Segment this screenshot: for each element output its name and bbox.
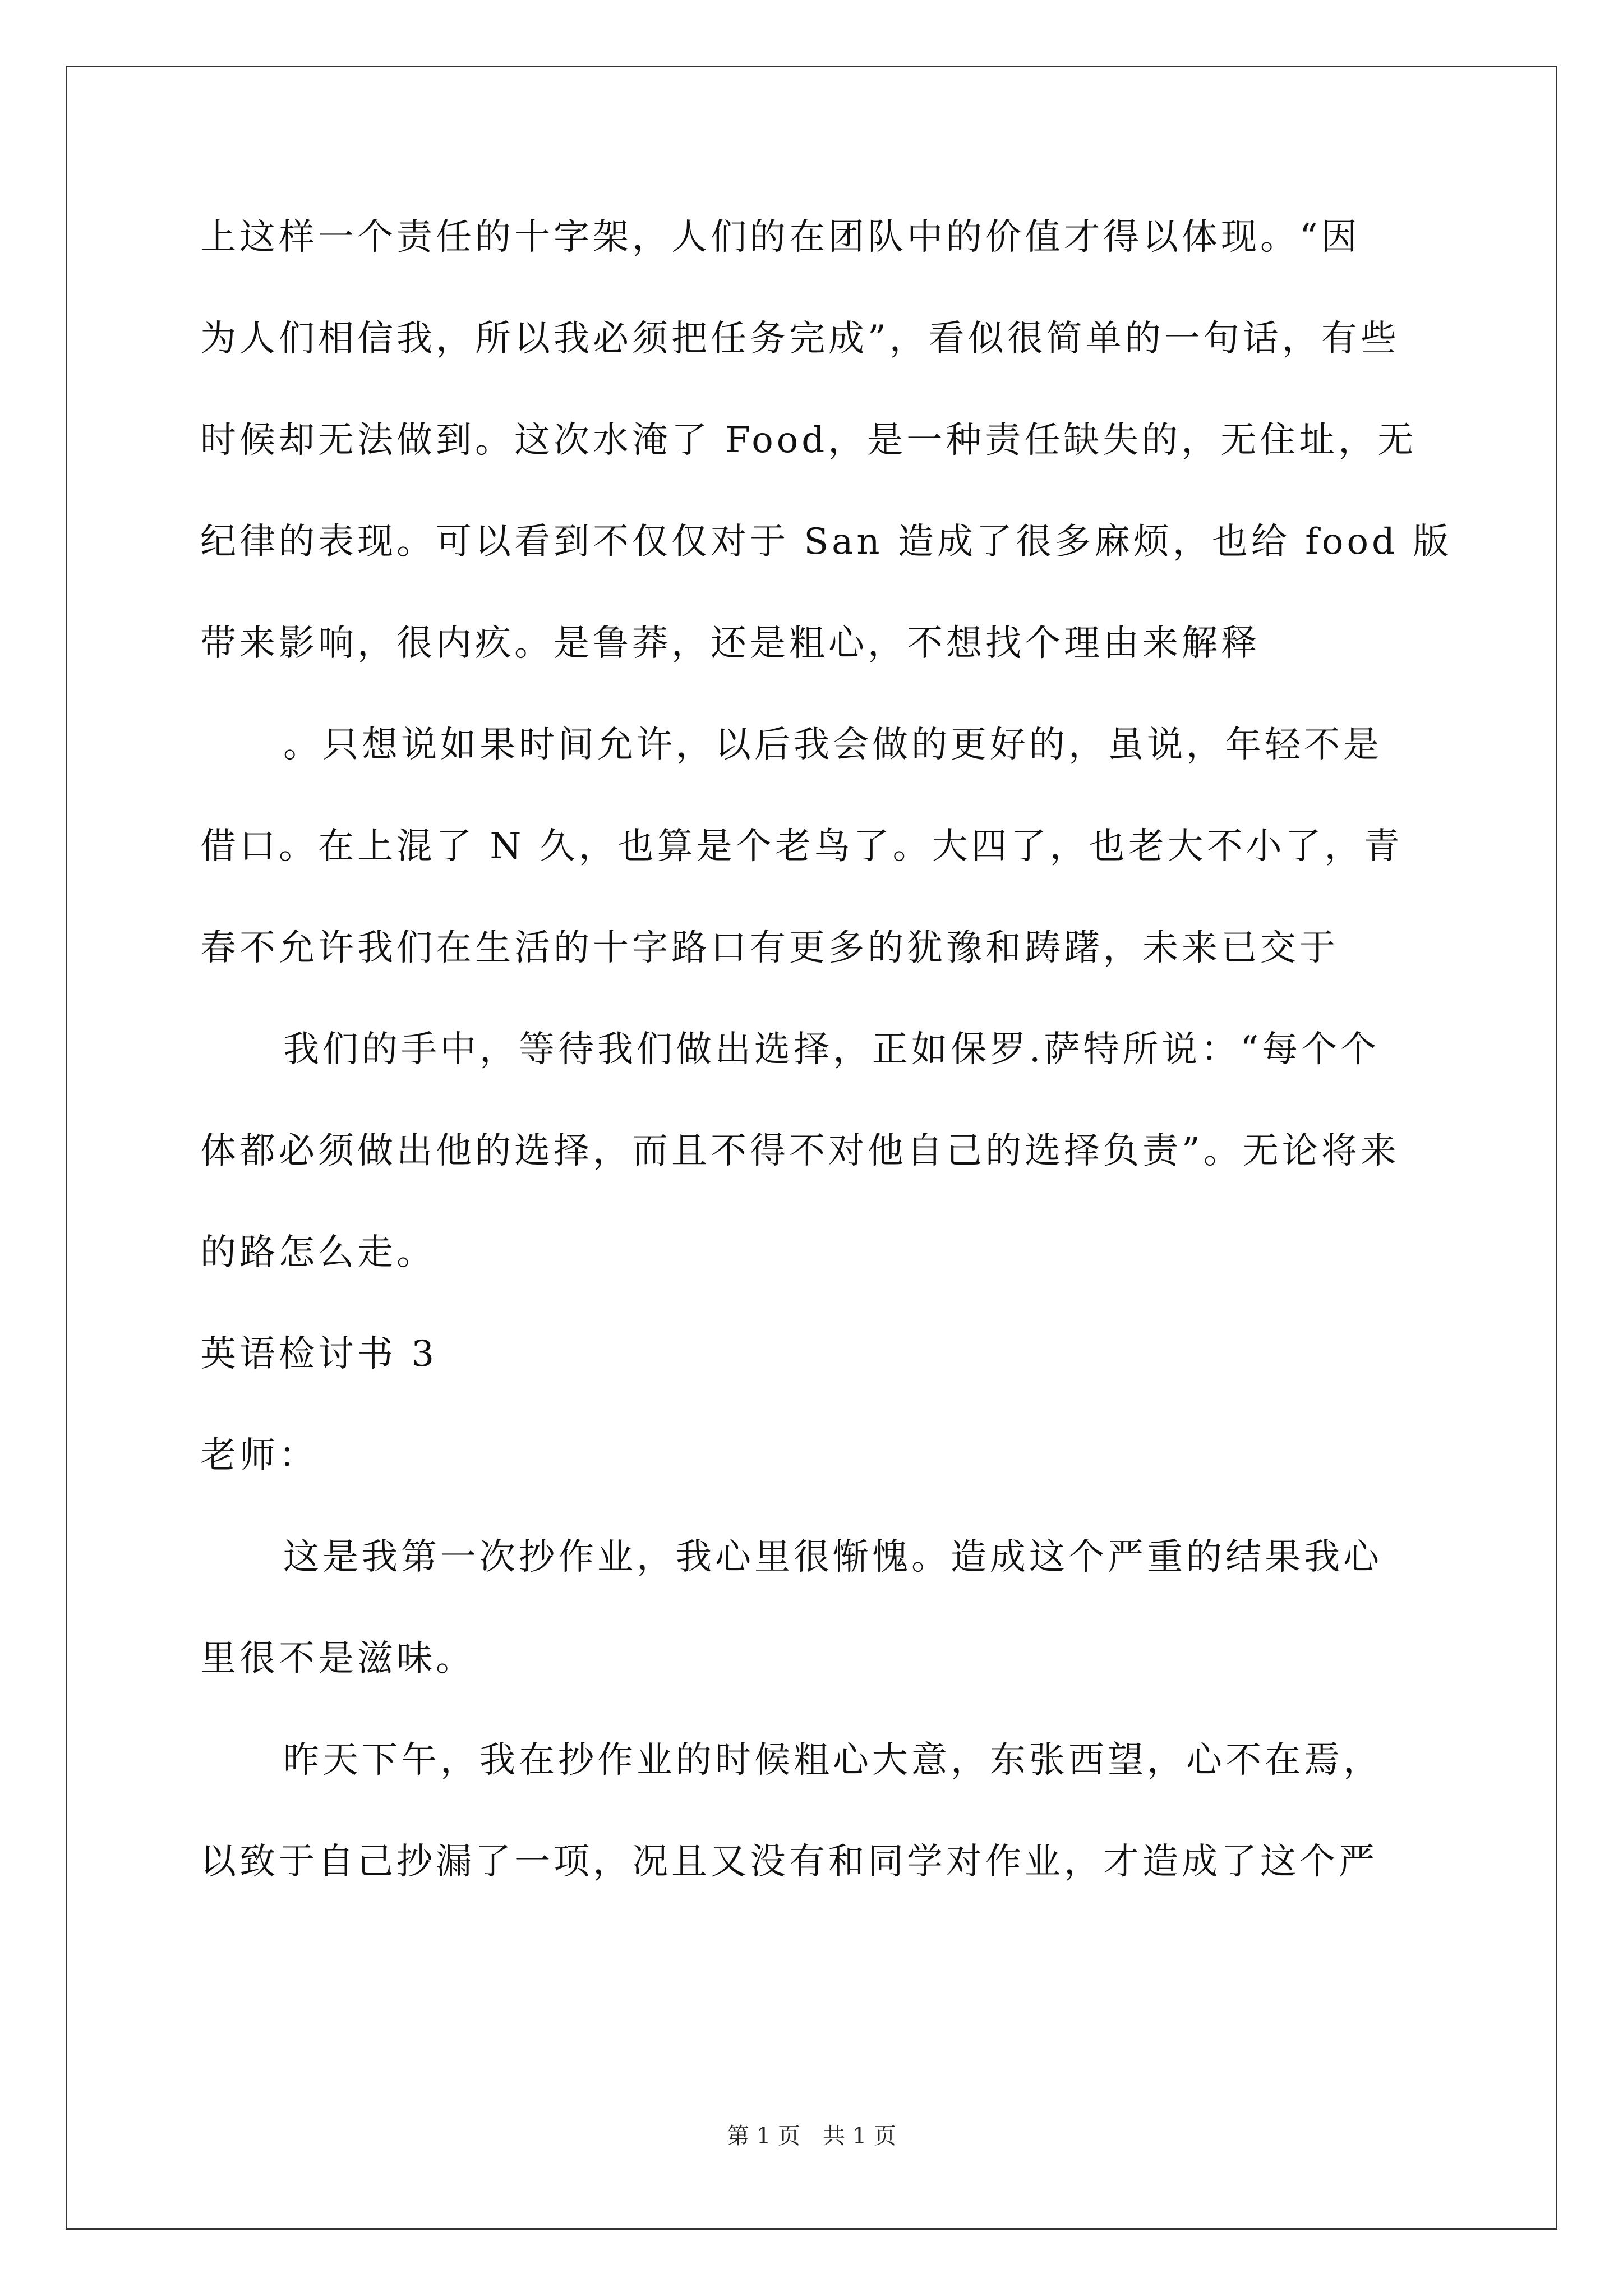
text-line: 春不允许我们在生活的十字路口有更多的犹豫和踌躇，未来已交于: [200, 927, 1339, 969]
text-line: 的路怎么走。: [200, 1232, 436, 1273]
text-line: 我们的手中，等待我们做出选择，正如保罗.萨特所说：“每个个: [283, 1029, 1380, 1070]
text-line: 上这样一个责任的十字架，人们的在团队中的价值才得以体现。“因: [200, 217, 1361, 258]
page-footer: 第 1 页 共 1 页: [727, 2123, 896, 2149]
text-line: 为人们相信我，所以我必须把任务完成”，看似很简单的一句话，有些: [200, 318, 1400, 360]
section-heading: 英语检讨书 3: [200, 1333, 438, 1375]
salutation: 老师：: [200, 1435, 318, 1476]
text-line: 里很不是滋味。: [200, 1638, 475, 1680]
text-line: 昨天下午，我在抄作业的时候粗心大意，东张西望，心不在焉，: [283, 1740, 1382, 1781]
text-line: 体都必须做出他的选择，而且不得不对他自己的选择负责”。无论将来: [200, 1130, 1400, 1172]
text-line: 带来影响，很内疚。是鲁莽，还是粗心，不想找个理由来解释: [200, 623, 1260, 664]
text-line: 这是我第一次抄作业，我心里很惭愧。造成这个严重的结果我心: [283, 1536, 1382, 1578]
text-line: 时候却无法做到。这次水淹了 Food，是一种责任缺失的，无住址，无: [200, 420, 1417, 461]
text-line: 借口。在上混了 N 久，也算是个老鸟了。大四了，也老大不小了，青: [200, 826, 1403, 867]
text-line: 纪律的表现。可以看到不仅仅对于 San 造成了很多麻烦，也给 food 版: [200, 521, 1453, 563]
text-line: 。只想说如果时间允许，以后我会做的更好的，虽说，年轻不是: [283, 724, 1382, 766]
text-line: 以致于自己抄漏了一项，况且又没有和同学对作业，才造成了这个严: [200, 1841, 1378, 1883]
